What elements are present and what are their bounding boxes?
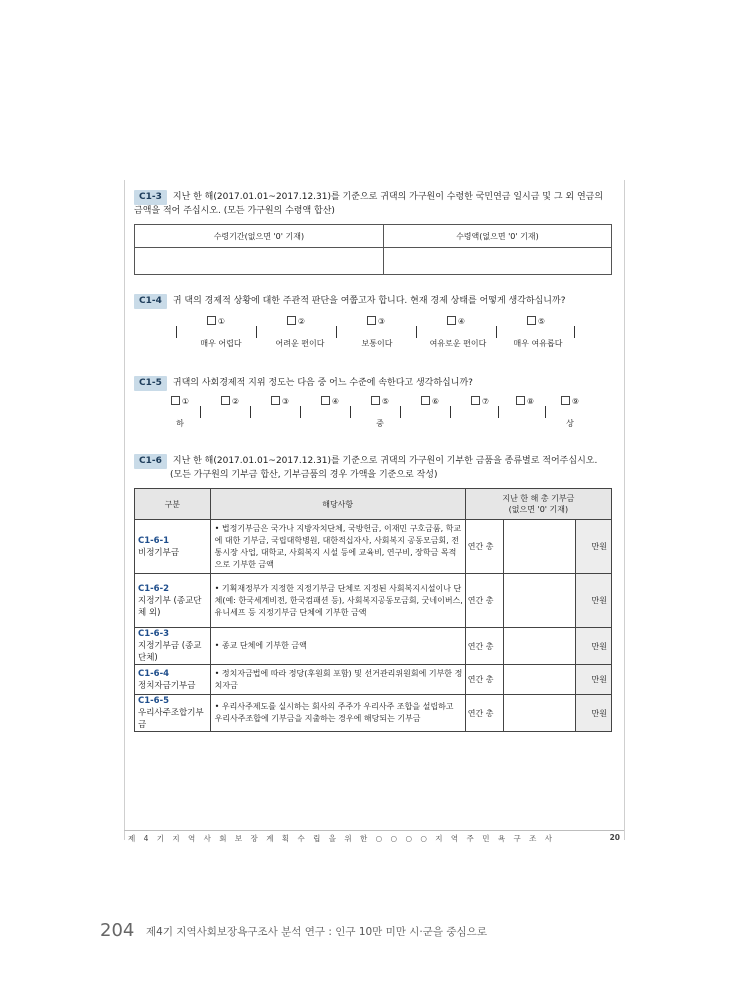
survey-footer — [128, 833, 620, 845]
anchor-low: 하 — [176, 419, 184, 428]
amount-header-note: (없으면 '0' 기재) — [508, 505, 569, 514]
table-row — [135, 520, 612, 574]
level-7[interactable]: ⑦ — [460, 396, 500, 406]
question-c1-5 — [134, 376, 614, 391]
row-code: C1-6-4 — [138, 668, 170, 679]
row-unit: 만원 — [575, 628, 611, 665]
anchor-high: 상 — [566, 419, 574, 428]
row-amount-field[interactable] — [504, 574, 576, 628]
scale-tick — [300, 406, 301, 418]
period-field[interactable] — [135, 248, 384, 275]
table-row — [135, 628, 612, 665]
economic-scale — [170, 316, 580, 356]
donation-table — [134, 488, 612, 732]
description-header: 해당사항 — [210, 489, 465, 520]
option-2-label: 어려운 편이다 — [275, 339, 325, 348]
amount-header-title: 지난 한 해 총 기부금 — [502, 494, 575, 503]
option-3[interactable]: ③ — [346, 316, 406, 326]
row-period: 연간 총 — [465, 520, 503, 574]
checkbox[interactable] — [421, 396, 430, 405]
row-code: C1-6-2 — [138, 583, 170, 594]
level-8[interactable]: ⑧ — [505, 396, 545, 406]
survey-page-number: 20 — [609, 833, 620, 842]
row-name: 우리사주조합기부금 — [138, 708, 204, 730]
option-1[interactable]: ① — [186, 316, 246, 326]
level-9[interactable]: ⑨ — [550, 396, 590, 406]
row-unit: 만원 — [575, 665, 611, 695]
scale-tick — [176, 326, 177, 338]
checkbox[interactable] — [271, 396, 280, 405]
row-name: 지정기부금 (종교단체) — [138, 641, 202, 663]
scale-tick — [545, 406, 546, 418]
row-description: • 법정기부금은 국가나 지방자치단체, 국방헌금, 이재민 구호금품, 학교에 대한 기부금, 국립대학병원, 대한적십자사, 사회복지 공동모금회, 전통시장 사업, 대학교, 사회복지 시설 등에 교육비, 연구비, 장학금 목적으로 기부한 금액 — [210, 520, 465, 574]
question-code: C1-4 — [134, 294, 167, 309]
amount-header: 수령액(없으면 '0' 기재) — [383, 225, 611, 248]
checkbox[interactable] — [367, 316, 376, 325]
survey-footer-text: 제 4 기 지 역 사 회 보 장 계 획 수 립 을 위 한 ○ ○ ○ ○ 지 역 주 민 욕 구 조 사 — [128, 834, 555, 843]
level-4[interactable]: ④ — [310, 396, 350, 406]
row-period: 연간 총 — [465, 695, 503, 732]
row-period: 연간 총 — [465, 574, 503, 628]
row-description: • 종교 단체에 기부한 금액 — [210, 628, 465, 665]
amount-header — [465, 489, 611, 520]
category-header: 구분 — [135, 489, 211, 520]
scan-edge-right — [624, 180, 625, 840]
question-c1-4 — [134, 294, 614, 309]
checkbox[interactable] — [447, 316, 456, 325]
checkbox[interactable] — [287, 316, 296, 325]
scale-tick — [450, 406, 451, 418]
row-name: 정치자금기부금 — [138, 680, 196, 691]
scale-tick — [574, 326, 575, 338]
row-amount-field[interactable] — [504, 520, 576, 574]
level-1[interactable]: ① — [160, 396, 200, 406]
question-text: 지난 한 해(2017.01.01~2017.12.31)를 기준으로 귀댁의 가구원이 수령한 국민연금 일시금 및 그 외 연금의 금액을 적어 주십시오. (모든 가구원의 수령액 합산) — [134, 192, 604, 216]
scale-tick — [250, 406, 251, 418]
income-table — [134, 224, 612, 275]
level-2[interactable]: ② — [210, 396, 250, 406]
option-3-label: 보통이다 — [361, 339, 393, 348]
footer-rule — [124, 830, 624, 831]
scale-tick — [350, 406, 351, 418]
scale-tick — [256, 326, 257, 338]
row-amount-field[interactable] — [504, 695, 576, 732]
row-amount-field[interactable] — [504, 665, 576, 695]
table-row — [135, 665, 612, 695]
question-c1-6-subtext: (모든 가구원의 기부금 합산, 기부금품의 경우 가액을 기준으로 작성) — [170, 470, 438, 480]
row-amount-field[interactable] — [504, 628, 576, 665]
row-description: • 정치자금법에 따라 정당(후원회 포함) 및 선거관리위원회에 기부한 정치자금 — [210, 665, 465, 695]
question-code: C1-6 — [134, 454, 167, 469]
anchor-mid: 중 — [376, 419, 384, 428]
option-5-label: 매우 여유롭다 — [513, 339, 563, 348]
row-code: C1-6-1 — [138, 535, 170, 546]
question-text: 귀 댁의 경제적 상황에 대한 주관적 판단을 여쭙고자 합니다. 현재 경제 상태를 어떻게 생각하십니까? — [172, 296, 566, 306]
amount-field[interactable] — [383, 248, 611, 275]
option-5[interactable]: ⑤ — [506, 316, 566, 326]
row-name: 비정기부금 — [138, 547, 180, 558]
period-header: 수령기간(없으면 '0' 기재) — [135, 225, 384, 248]
scan-edge-left — [124, 180, 125, 840]
page-caption: 제4기 지역사회보장욕구조사 분석 연구 : 인구 10만 미만 시·군을 중심으로 — [146, 926, 487, 938]
option-1-label: 매우 어렵다 — [200, 339, 242, 348]
checkbox[interactable] — [516, 396, 525, 405]
table-row — [135, 574, 612, 628]
checkbox[interactable] — [371, 396, 380, 405]
checkbox[interactable] — [207, 316, 216, 325]
scale-tick — [400, 406, 401, 418]
question-code: C1-5 — [134, 376, 167, 391]
row-unit: 만원 — [575, 520, 611, 574]
question-code: C1-3 — [134, 190, 167, 205]
checkbox[interactable] — [561, 396, 570, 405]
checkbox[interactable] — [221, 396, 230, 405]
status-scale — [160, 396, 590, 432]
option-4[interactable]: ④ — [426, 316, 486, 326]
row-description: • 우리사주제도를 실시하는 회사의 주주가 우리사주 조합을 설립하고 우리사주조합에 기부금을 지출하는 경우에 해당되는 기부금 — [210, 695, 465, 732]
question-c1-6 — [134, 454, 614, 469]
page-number: 204 — [100, 920, 135, 941]
scale-tick — [498, 406, 499, 418]
row-unit: 만원 — [575, 695, 611, 732]
question-c1-3 — [134, 190, 614, 218]
checkbox[interactable] — [171, 396, 180, 405]
table-row — [135, 695, 612, 732]
row-code: C1-6-3 — [138, 629, 170, 639]
question-text: 귀댁의 사회경제적 지위 정도는 다음 중 어느 수준에 속한다고 생각하십니까? — [172, 378, 473, 388]
question-text: 지난 한 해(2017.01.01~2017.12.31)를 기준으로 귀댁의 가구원이 기부한 금품을 종류별로 적어주십시오. — [172, 456, 598, 466]
scale-tick — [416, 326, 417, 338]
row-unit: 만원 — [575, 574, 611, 628]
row-code: C1-6-5 — [138, 696, 170, 706]
level-3[interactable]: ③ — [260, 396, 300, 406]
checkbox[interactable] — [321, 396, 330, 405]
option-4-label: 여유로운 편이다 — [429, 339, 487, 348]
row-period: 연간 총 — [465, 665, 503, 695]
checkbox[interactable] — [471, 396, 480, 405]
level-5[interactable]: ⑤ — [360, 396, 400, 406]
scale-tick — [496, 326, 497, 338]
checkbox[interactable] — [527, 316, 536, 325]
option-2[interactable]: ② — [266, 316, 326, 326]
row-name: 지정기부 (종교단체 외) — [138, 595, 202, 618]
level-6[interactable]: ⑥ — [410, 396, 450, 406]
scale-tick — [336, 326, 337, 338]
scale-tick — [200, 406, 201, 418]
row-description: • 기획재정부가 지정한 지정기부금 단체로 지정된 사회복지시설이나 단체(예: 한국세계비전, 한국컴패션 등), 사회복지공동모금회, 굿네이버스, 유니세프 등 지정기부금 단체에 기부한 금액 — [210, 574, 465, 628]
row-period: 연간 총 — [465, 628, 503, 665]
